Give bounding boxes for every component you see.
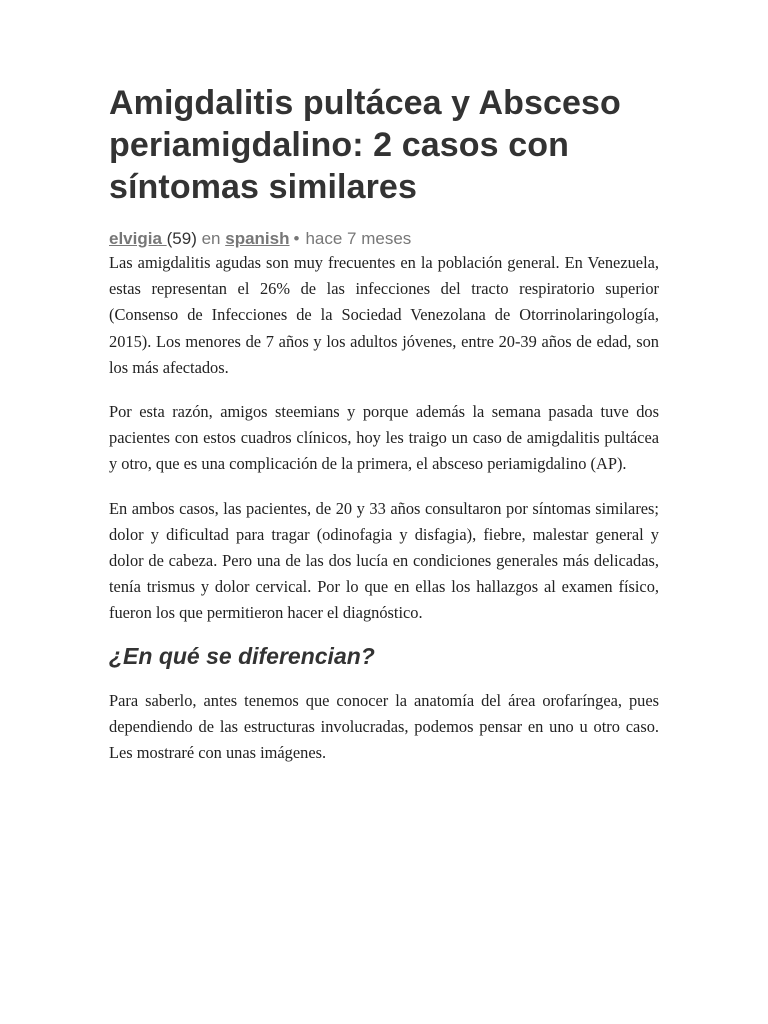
paragraph-3: En ambos casos, las pacientes, de 20 y 33 años consultaron por síntomas similares; dolor y dificultad para tragar (odinofagia y disfagia), fiebre, malestar general y dolor de cabeza. Pero una de las dos lucía en condiciones generales más delicadas, tenía trismus y dolor cervical. Por lo que en ellas los hallazgos al examen físico, fueron los que permitieron hacer el diagnóstico. [109,498,659,623]
in-label: en [196,229,226,248]
paragraph-1: Las amigdalitis agudas son muy frecuentes en la población general. En Venezuela, estas representan el 26% de las infecciones del tracto respiratorio superior (Consenso de Infecciones de la Sociedad Venezolana de Otorrinolaringología, 2015). Los menores de 7 años y los adultos jóvenes, entre 20-39 años de edad, son los más afectados. [109,253,659,377]
meta-separator: • [293,229,300,248]
article-meta [109,228,659,250]
post-time: hace 7 meses [305,229,412,248]
author-reputation: (59) [166,229,197,248]
article [109,82,659,766]
category-tag-link[interactable]: spanish [225,229,290,248]
paragraph-2: Por esta razón, amigos steemians y porque además la semana pasada tuve dos pacientes con estos cuadros clínicos, hoy les traigo un caso de amigdalitis pultácea y otro, que es una complicación de la primera, el absceso periamigdalino (AP). [109,402,659,474]
article-title: Amigdalitis pultácea y Absceso periamigdalino: 2 casos con síntomas similares [109,84,621,206]
section-heading: ¿En qué se diferencian? [109,642,375,669]
article-body [109,250,659,766]
paragraph-4: Para saberlo, antes tenemos que conocer la anatomía del área orofaríngea, pues dependiendo de las estructuras involucradas, podemos pensar en uno u otro caso. Les mostraré con unas imágenes. [109,690,659,763]
author-link[interactable]: elvigia [109,229,167,248]
